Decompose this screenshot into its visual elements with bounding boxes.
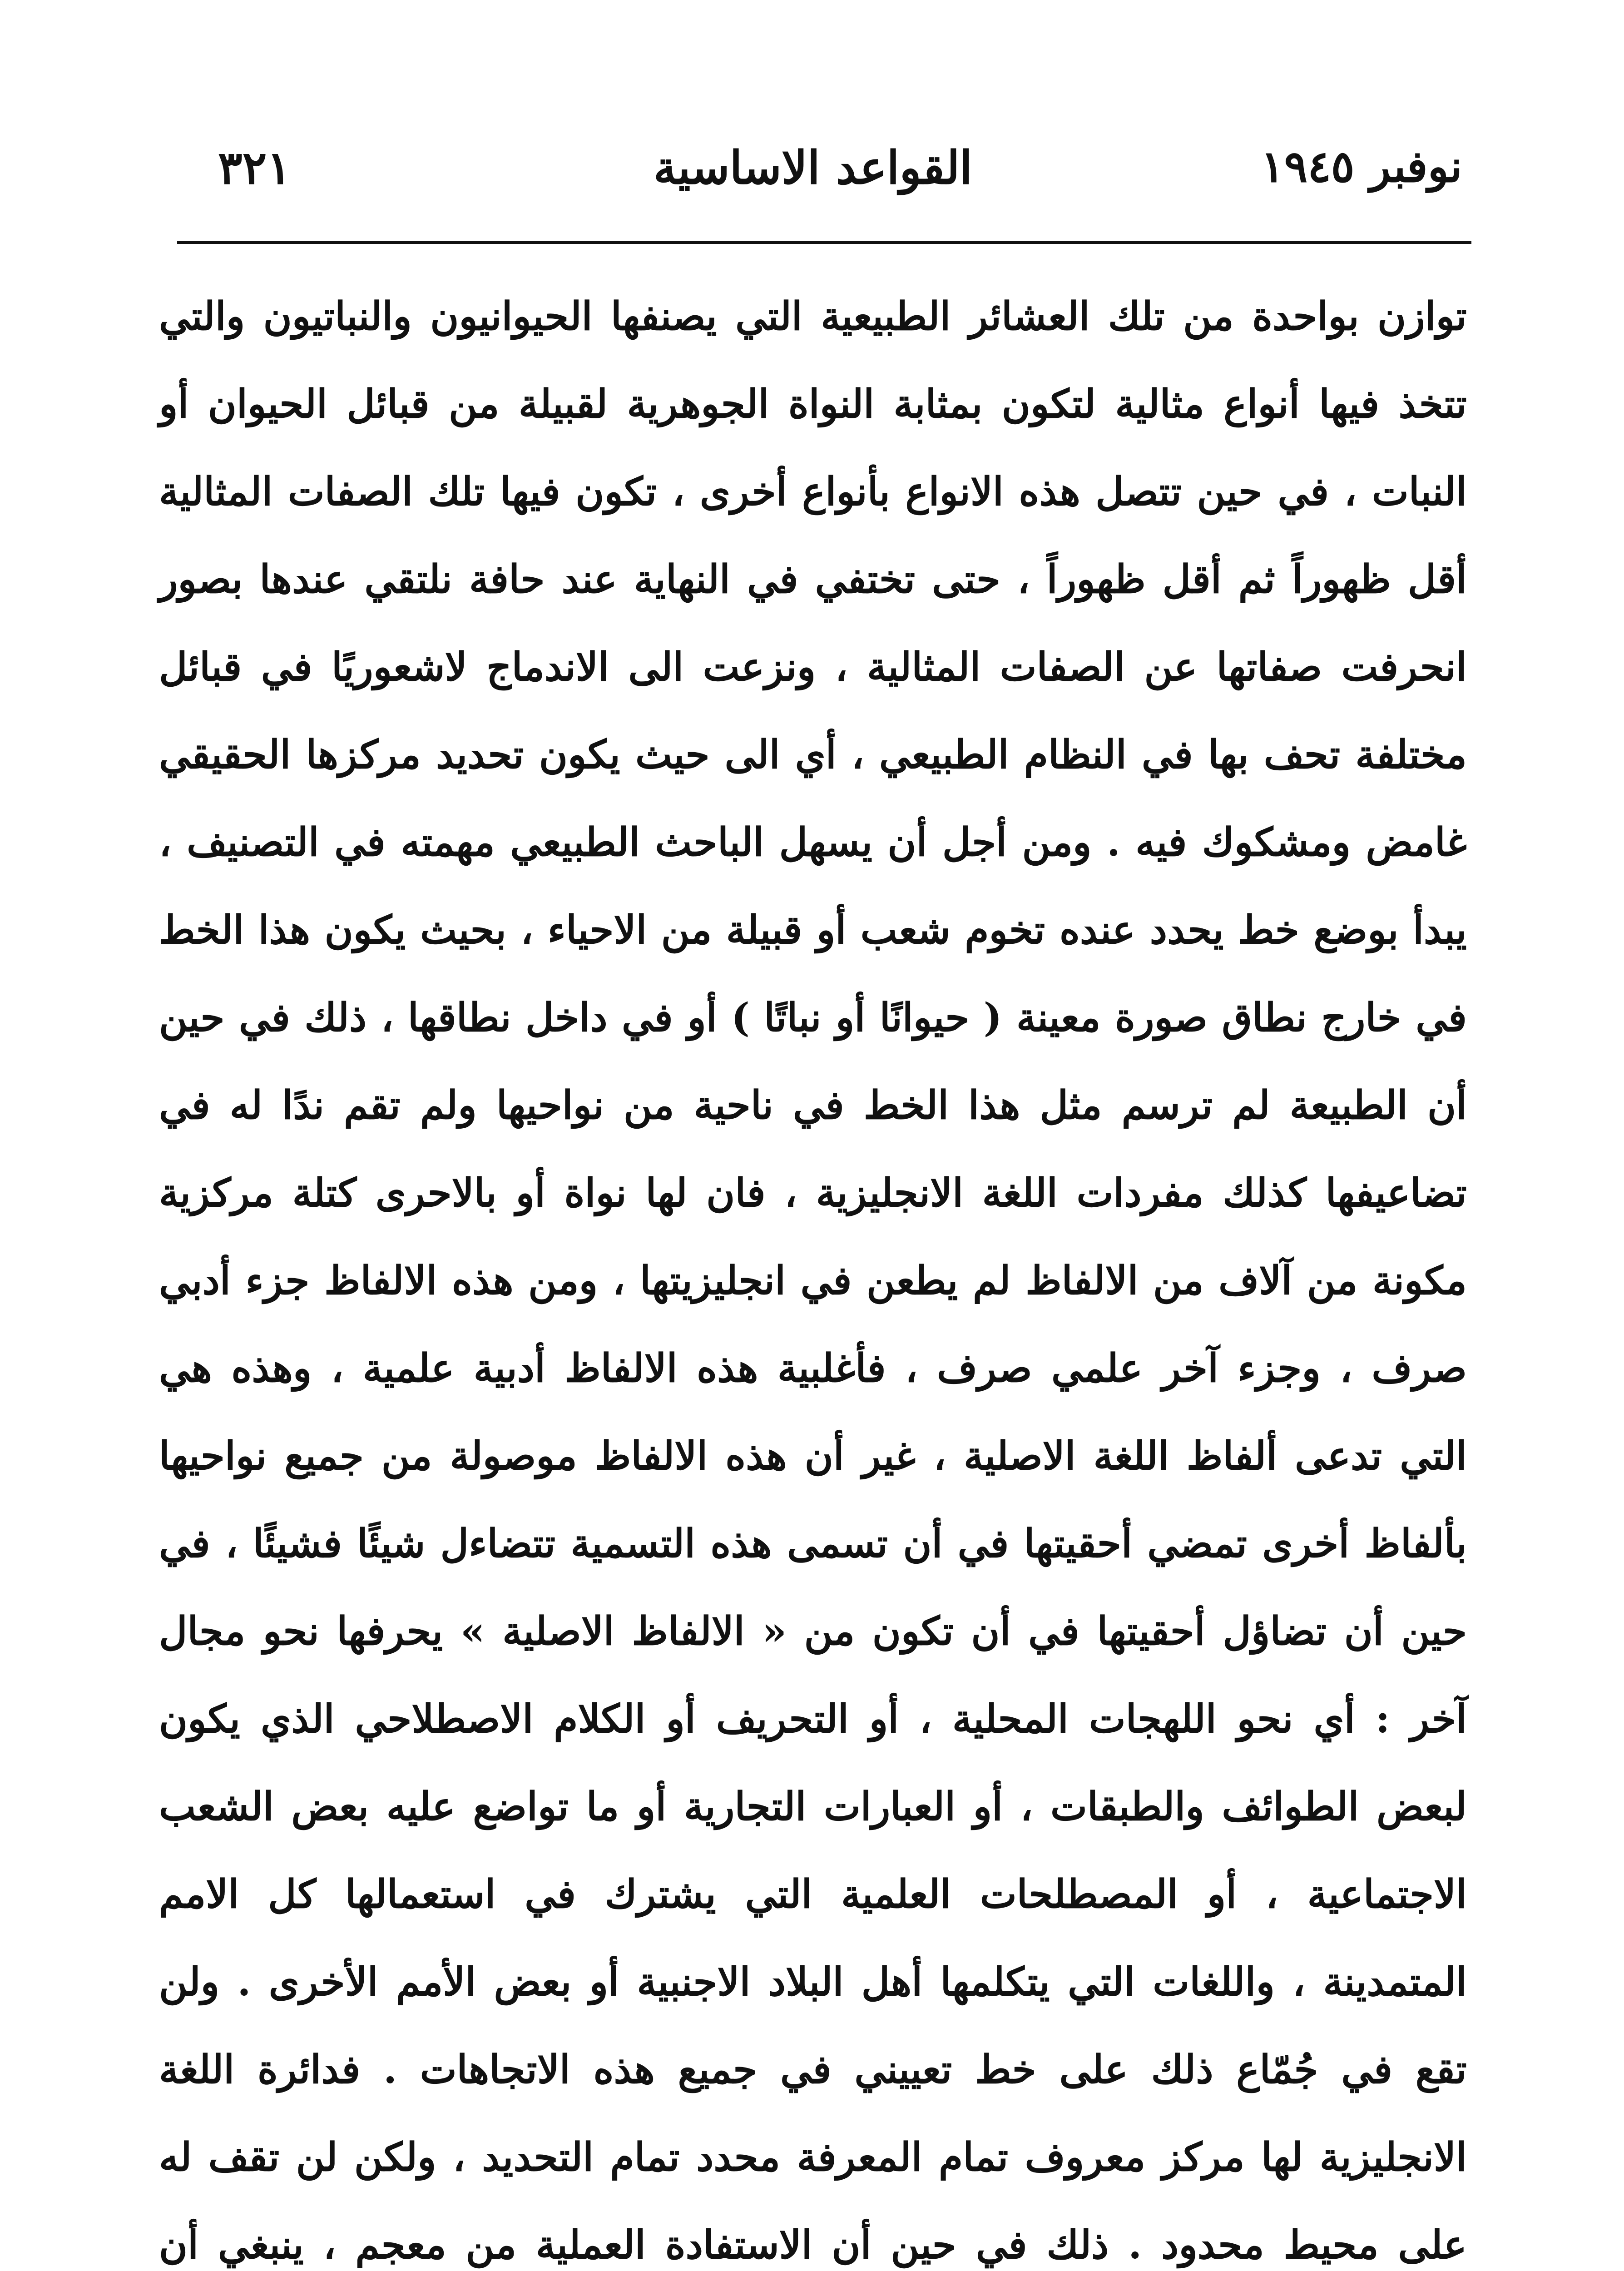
header-date: نوفبر ١٩٤٥ — [1261, 141, 1462, 192]
body-text — [159, 273, 1467, 2271]
header-title: القواعد الاساسية — [654, 141, 972, 194]
paragraph-1: توازن بواحدة من تلك العشائر الطبيعية التي يصنفها الحيوانيون والنباتيون والتي تتخذ فيها أنواع مثالية لتكون بمثابة النواة الجوهرية لقبيلة من قبائل الحيوان أو النبات ، في حين تتصل هذه الانواع بأنواع أخرى ، تكون فيها تلك الصفات المثالية أقل ظهوراً ثم أقل ظهوراً ، حتى تختفي في النهاية عند حافة نلتقي عندها بصور انحرفت صفاتها عن الصفات المثالية ، ونزعت الى الاندماج لاشعوريًا في قبائل مختلفة تحف بها في النظام الطبيعي ، أي الى حيث يكون تحديد مركزها الحقيقي غامض ومشكوك فيه . ومن أجل أن يسهل الباحث الطبيعي مهمته في التصنيف ، يبدأ بوضع خط يحدد عنده تخوم شعب أو قبيلة من الاحياء ، بحيث يكون هذا الخط في خارج نطاق صورة معينة ( حيوانًا أو نباتًا ) أو في داخل نطاقها ، ذلك في حين أن الطبيعة لم ترسم مثل هذا الخط في ناحية من نواحيها ولم تقم ندًا له في تضاعيفها كذلك مفردات اللغة الانجليزية ، فان لها نواة أو بالاحرى كتلة مركزية مكونة من آلاف من الالفاظ لم يطعن في انجليزيتها ، ومن هذه الالفاظ جزء أدبي صرف ، وجزء آخر علمي صرف ، فأغلبية هذه الالفاظ أدبية علمية ، وهذه هي التي تدعى ألفاظ اللغة الاصلية ، غير أن هذه الالفاظ موصولة من جميع نواحيها بألفاظ أخرى تمضي أحقيتها في أن تسمى هذه التسمية تتضاءل شيئًا فشيئًا ، في حين أن تضاؤل أحقيتها في أن تكون من « الالفاظ الاصلية » يحرفها نحو مجال آخر : أي نحو اللهجات المحلية ، أو التحريف أو الكلام الاصطلاحي الذي يكون لبعض الطوائف والطبقات ، أو العبارات التجارية أو ما تواضع عليه بعض الشعب الاجتماعية ، أو المصطلحات العلمية التي يشترك في استعمالها كل الامم المتمدينة ، واللغات التي يتكلمها أهل البلاد الاجنبية أو بعض الأمم الأخرى . ولن تقع في جُمّاع ذلك على خط تعييني في جميع هذه الاتجاهات . فدائرة اللغة الانجليزية لها مركز معروف تمام المعرفة محدد تمام التحديد ، ولكن لن تقف له على محيط محدود . ذلك في حين أن الاستفادة العملية من معجم ، ينبغي أن — [159, 293, 1467, 2268]
header-rule — [177, 241, 1471, 244]
page-number: ٣٢١ — [218, 141, 292, 194]
page-header — [163, 141, 1462, 204]
